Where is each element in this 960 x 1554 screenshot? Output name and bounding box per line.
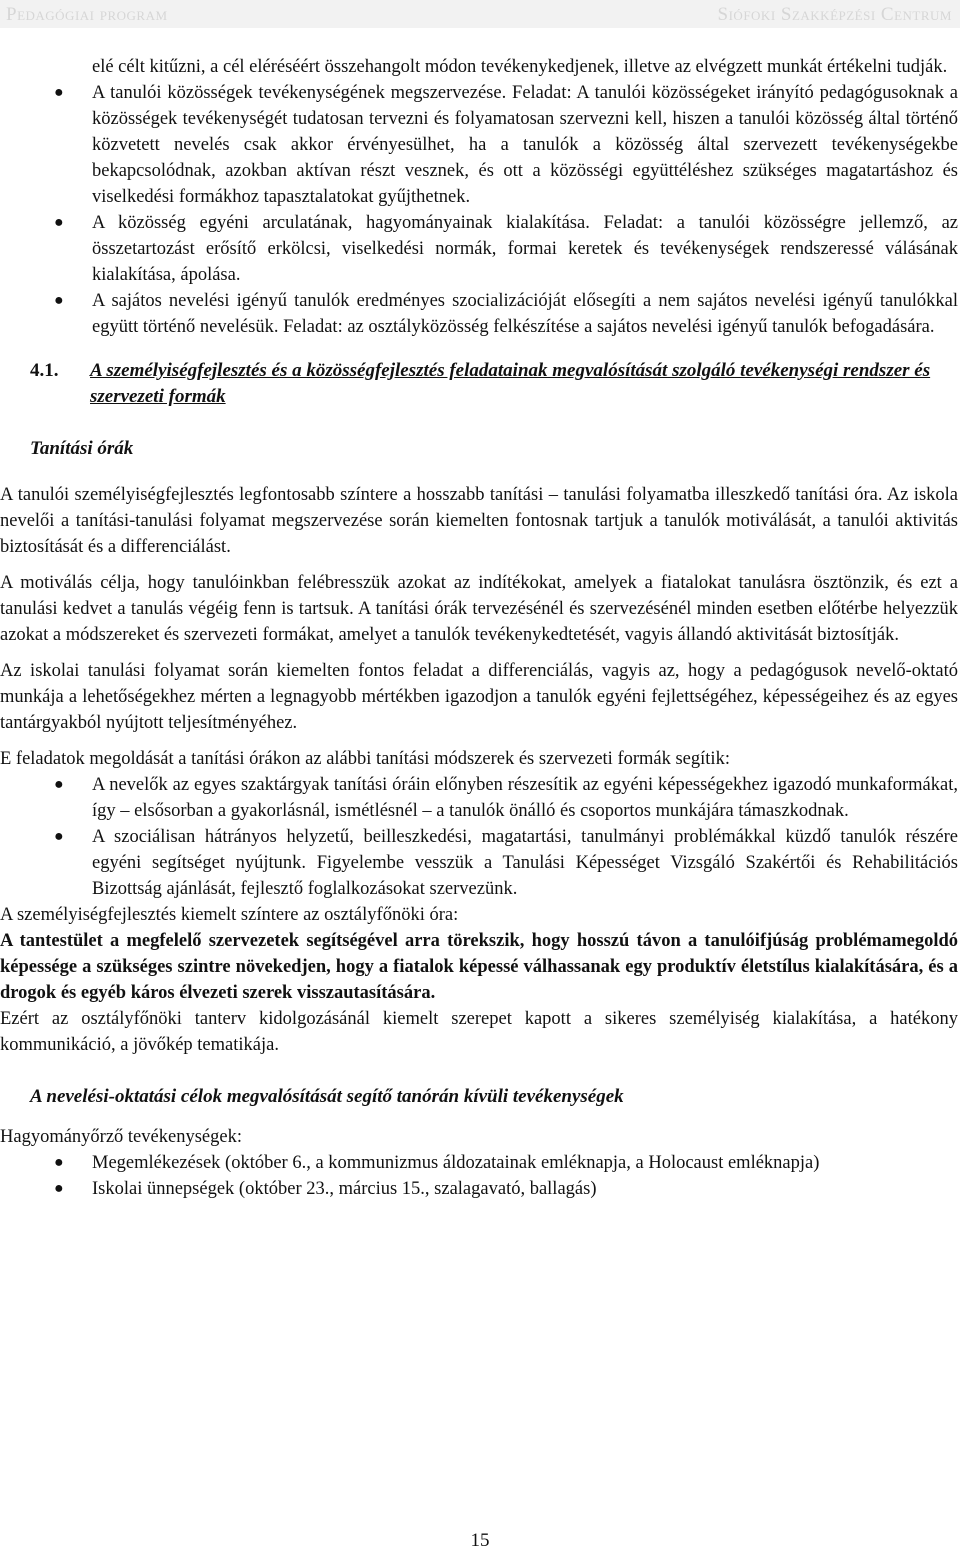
list-item: ● Megemlékezések (október 6., a kommunizmus áldozatainak emléknapja, a Holocaust emléknapja) [0, 1150, 958, 1176]
osztalyfonoki-intro: A személyiségfejlesztés kiemelt színtere az osztályfőnöki óra: [0, 905, 459, 925]
paragraph: E feladatok megoldását a tanítási órákon az alábbi tanítási módszerek és szervezeti formák segítik: [0, 749, 730, 769]
section-number: 4.1. [30, 360, 59, 381]
bullet-icon: ● [54, 214, 64, 231]
list-item: ● A közösség egyéni arculatának, hagyományainak kialakítása. Feladat: a tanulói közösségre jellemző, az összetartozást erősítő erkölcsi, viselkedési normák, formai keretek és tevékenységek rendszeressé válásának kialakítása, ápolása. [0, 210, 958, 288]
subheading-tanitasi-orak: Tanítási órák [30, 438, 134, 459]
bullet-list-3 [0, 1150, 958, 1202]
header-left-title: Pedagógiai program [6, 4, 168, 25]
bullet-list-1 [0, 80, 958, 340]
bullet-icon: ● [54, 828, 64, 845]
section-heading [0, 358, 958, 410]
page-number: 15 [470, 1530, 490, 1551]
list-item: ● Iskolai ünnepségek (október 23., március 15., szalagavató, ballagás) [0, 1176, 958, 1202]
subheading-tanoran-kivuli: A nevelési-oktatási célok megvalósítását segítő tanórán kívüli tevékenységek [30, 1086, 624, 1107]
paragraph: A tanulói személyiségfejlesztés legfontosabb színtere a hosszabb tanítási – tanulási folyamatba illeszkedő tanítási óra. Az iskola nevelői a tanítási-tanulási folyamat megszervezése során kiemelten fontosnak tartjuk a tanulók motiválását, a tanulói aktivitás biztosítását és a differenciálást. [0, 485, 958, 557]
continuation-text: elé célt kitűzni, a cél eléréséért összehangolt módon tevékenykedjenek, illetve az elvégzett munkát értékelni tudják. [92, 57, 948, 77]
bullet-list-2 [0, 772, 958, 902]
bullet-icon: ● [54, 292, 64, 309]
list-item: ● A tanulói közösségek tevékenységének megszervezése. Feladat: A tanulói közösségeket irányító pedagógusoknak a közösségek tevékenységét tudatosan tervezni és folyamatosan szervezni kell, hiszen a tanulói közösség által történő közvetett nevelés csak akkor érvényesülhet, ha a tanulók a közösség által szervezett tevékenységekbe bekapcsolódnak, azokban aktívan részt vesznek, és ott a közösségi együttéléshez szükséges magatartáshoz és viselkedési formákhoz tapasztalatokat gyűjthetnek. [0, 80, 958, 210]
bullet-icon: ● [54, 776, 64, 793]
document-body [0, 54, 958, 1202]
bullet-icon: ● [54, 1180, 64, 1197]
header-right-title: Siófoki Szakképzési Centrum [717, 4, 952, 25]
paragraph: Ezért az osztályfőnöki tanterv kidolgozásánál kiemelt szerepet kapott a sikeres személyiség kialakítása, a hatékony kommunikáció, a jövőkép tematikája. [0, 1009, 958, 1055]
bullet-icon: ● [54, 1154, 64, 1171]
hagyomany-label: Hagyományőrző tevékenységek: [0, 1127, 242, 1147]
bullet-icon: ● [54, 84, 64, 101]
list-item: ● A sajátos nevelési igényű tanulók eredményes szocializációját elősegíti a nem sajátos nevelési igényű tanulókkal együtt történő nevelésük. Feladat: az osztályközösség felkészítése a sajátos nevelési igényű tanulók befogadására. [0, 288, 958, 340]
paragraph: A motiválás célja, hogy tanulóinkban felébresszük azokat az indítékokat, amelyek a fiatalokat tanulásra ösztönzik, és ezt a tanulási kedvet a tanulás végéig fenn is tartsuk. A tanítási órák tervezésénél és szervezésénél minden esetben előtérbe helyezzük azokat a módszereket és szervezeti formákat, amelyet a tanulók tevékenykedtetését, vagyis állandó aktivitását biztosítják. [0, 573, 958, 645]
bold-paragraph: A tantestület a megfelelő szervezetek segítségével arra törekszik, hogy hosszú távon a tanulóifjúság problémamegoldó képessége a szükséges szintre növekedjen, hogy a fiatalok képessé válhassanak egy produktív életstílus kialakítására, és a drogok és egyéb káros élvezeti szerek visszautasítására. [0, 931, 958, 1003]
section-title: A személyiségfejlesztés és a közösségfejlesztés feladatainak megvalósítását szolgáló tevékenységi rendszer és szervezeti formák [90, 360, 931, 407]
page-header [0, 0, 960, 28]
list-item: ● A nevelők az egyes szaktárgyak tanítási óráin előnyben részesítik az egyéni képességekhez igazodó munkaformákat, így – elsősorban a gyakorlásnál, ismétlésnél – a tanulók önálló és csoportos munkájára támaszkodnak. [0, 772, 958, 824]
paragraph: Az iskolai tanulási folyamat során kiemelten fontos feladat a differenciálás, vagyis az, hogy a pedagógusok nevelő-oktató munkája a lehetőségekhez mérten a legnagyobb mértékben igazodjon a tanulók egyéni fejlettségéhez, képességeihez és az egyes tantárgyakból nyújtott teljesítményéhez. [0, 661, 958, 733]
list-item: ● A szociálisan hátrányos helyzetű, beilleszkedési, magatartási, tanulmányi problémákkal küzdő tanulók részére egyéni segítséget nyújtunk. Figyelembe vesszük a Tanulási Képességet Vizsgáló Szakértői és Rehabilitációs Bizottság ajánlását, fejlesztő foglalkozásokat szervezünk. [0, 824, 958, 902]
